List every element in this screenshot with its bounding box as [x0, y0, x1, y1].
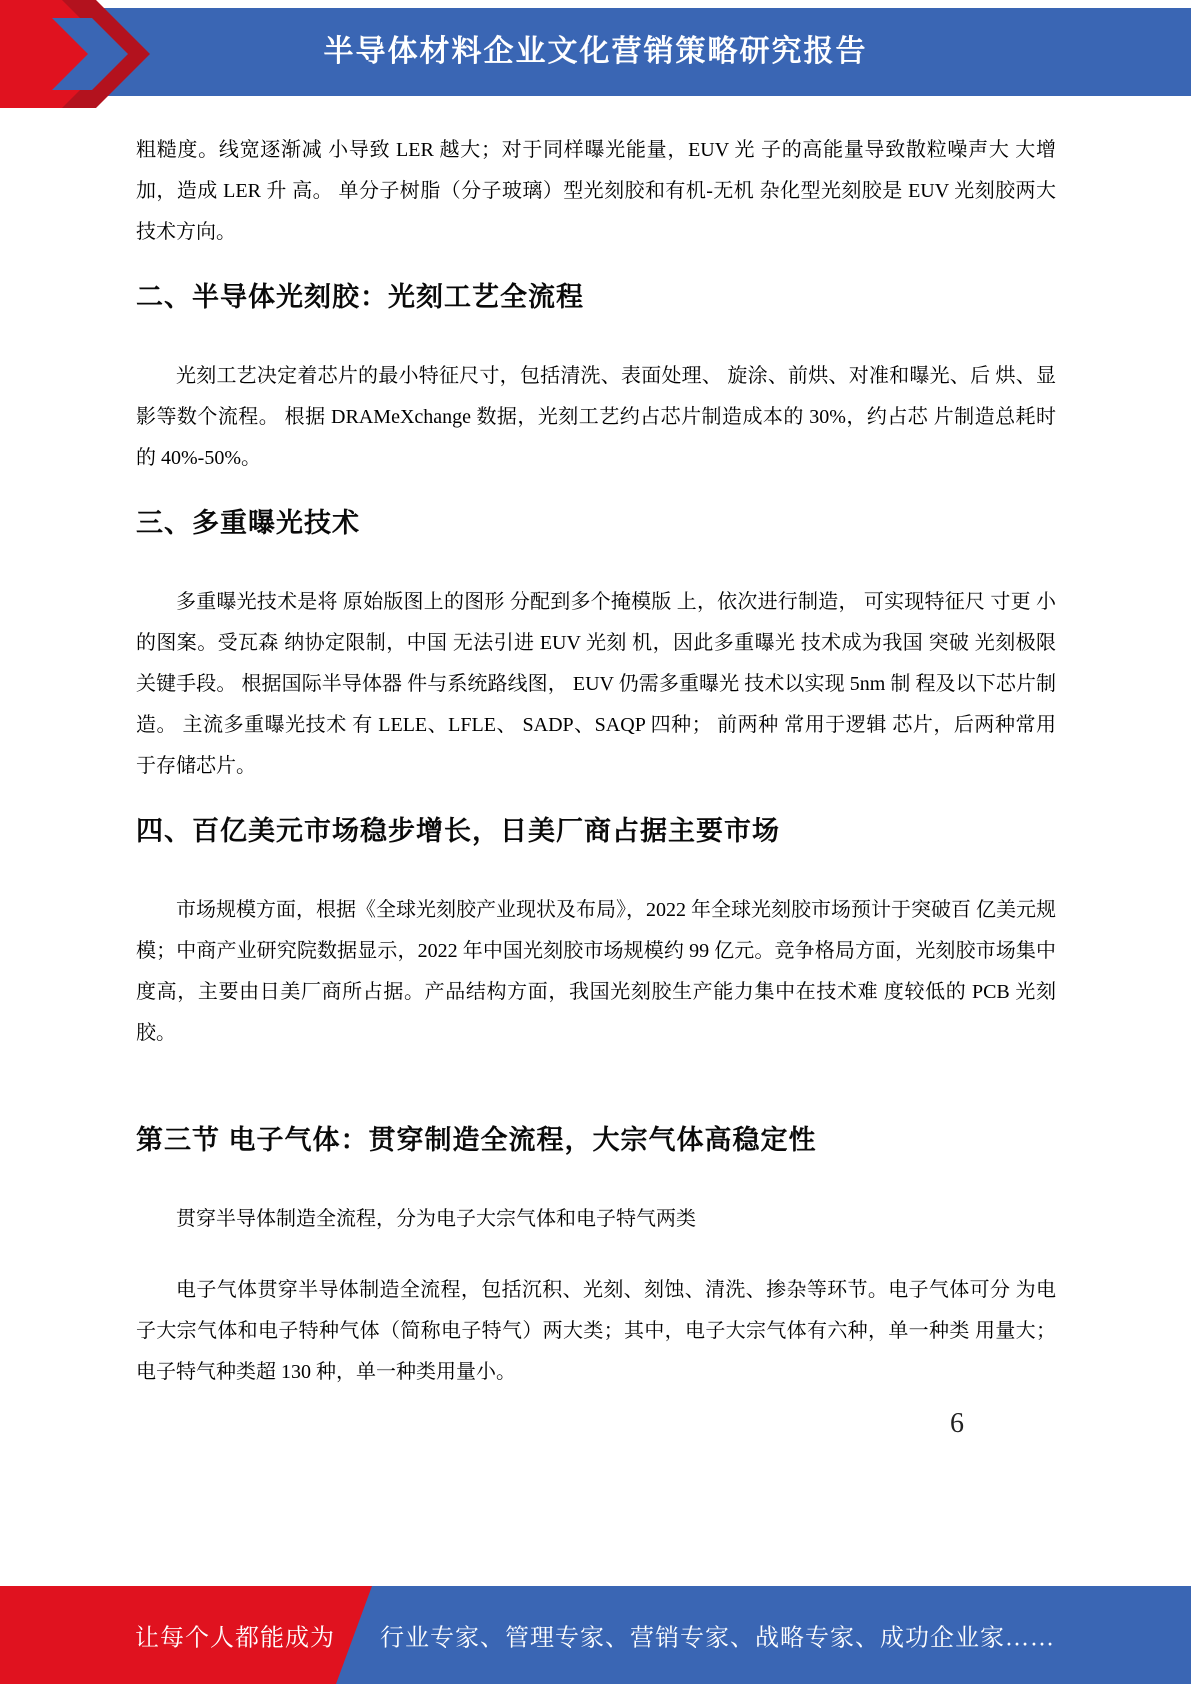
- paragraph-multi-exposure: 多重曝光技术是将 原始版图上的图形 分配到多个掩模版 上，依次进行制造， 可实现特征尺 寸更 小的图案。受瓦森 纳协定限制，中国 无法引进 EUV 光刻 机，因此多重曝光 技术成为我国 突破 光刻极限关键手段。 根据国际半导体器 件与系统路线图， EUV 仍需多重曝光 技术以实现 5nm 制 程及以下芯片制造。 主流多重曝光技术 有 LELE、LFLE、 SADP、SAQP 四种； 前两种 常用于逻辑 芯片，后两种常用 于存储芯片。: [136, 591, 1056, 777]
- section-heading-electronic-gas: 第三节 电子气体：贯穿制造全流程，大宗气体高稳定性: [136, 1125, 817, 1155]
- page-footer: [0, 1586, 1191, 1684]
- section-heading-photoresist: 二、半导体光刻胶：光刻工艺全流程: [136, 282, 584, 312]
- section-heading-multi-exposure: 三、多重曝光技术: [136, 508, 360, 538]
- paragraph-photoresist: 光刻工艺决定着芯片的最小特征尺寸，包括清洗、表面处理、 旋涂、前烘、对准和曝光、后 烘、显影等数个流程。 根据 DRAMeXchange 数据，光刻工艺约占芯片制造成本的 30%，约占芯 片制造总耗时的 40%-50%。: [136, 365, 1056, 469]
- paragraph-gas-lead: 贯穿半导体制造全流程，分为电子大宗气体和电子特气两类: [176, 1208, 696, 1230]
- ribbon-arrow-icon: [0, 0, 152, 108]
- paragraph-intro: 粗糙度。线宽逐渐减 小导致 LER 越大；对于同样曝光能量，EUV 光 子的高能量导致散粒噪声大 大增加，造成 LER 升 高。 单分子树脂（分子玻璃）型光刻胶和有机-无机 杂化型光刻胶是 EUV 光刻胶两大技术方向。: [136, 139, 1056, 243]
- section-heading-market: 四、百亿美元市场稳步增长，日美厂商占据主要市场: [136, 816, 780, 846]
- paragraph-gas-body: 电子气体贯穿半导体制造全流程，包括沉积、光刻、刻蚀、清洗、掺杂等环节。电子气体可分 为电子大宗气体和电子特种气体（简称电子特气）两大类；其中，电子大宗气体有六种，单一种类 用量大；电子特气种类超 130 种，单一种类用量小。: [136, 1279, 1056, 1383]
- report-title: 半导体材料企业文化营销策略研究报告: [323, 35, 868, 68]
- paragraph-market: 市场规模方面，根据《全球光刻胶产业现状及布局》，2022 年全球光刻胶市场预计于突破百 亿美元规模；中商产业研究院数据显示，2022 年中国光刻胶市场规模约 99 亿元。竞争格局方面，光刻胶市场集中度高，主要由日美厂商所占据。产品结构方面，我国光刻胶生产能力集中在技术难 度较低的 PCB 光刻胶。: [136, 899, 1056, 1044]
- footer-slogan-left: 让每个人都能成为: [135, 1625, 335, 1652]
- footer-slogan-right: 行业专家、管理专家、营销专家、战略专家、成功企业家……: [380, 1625, 1055, 1652]
- page-number: 6: [950, 1408, 964, 1439]
- page-header: [0, 0, 1191, 110]
- document-body: [136, 106, 1056, 1393]
